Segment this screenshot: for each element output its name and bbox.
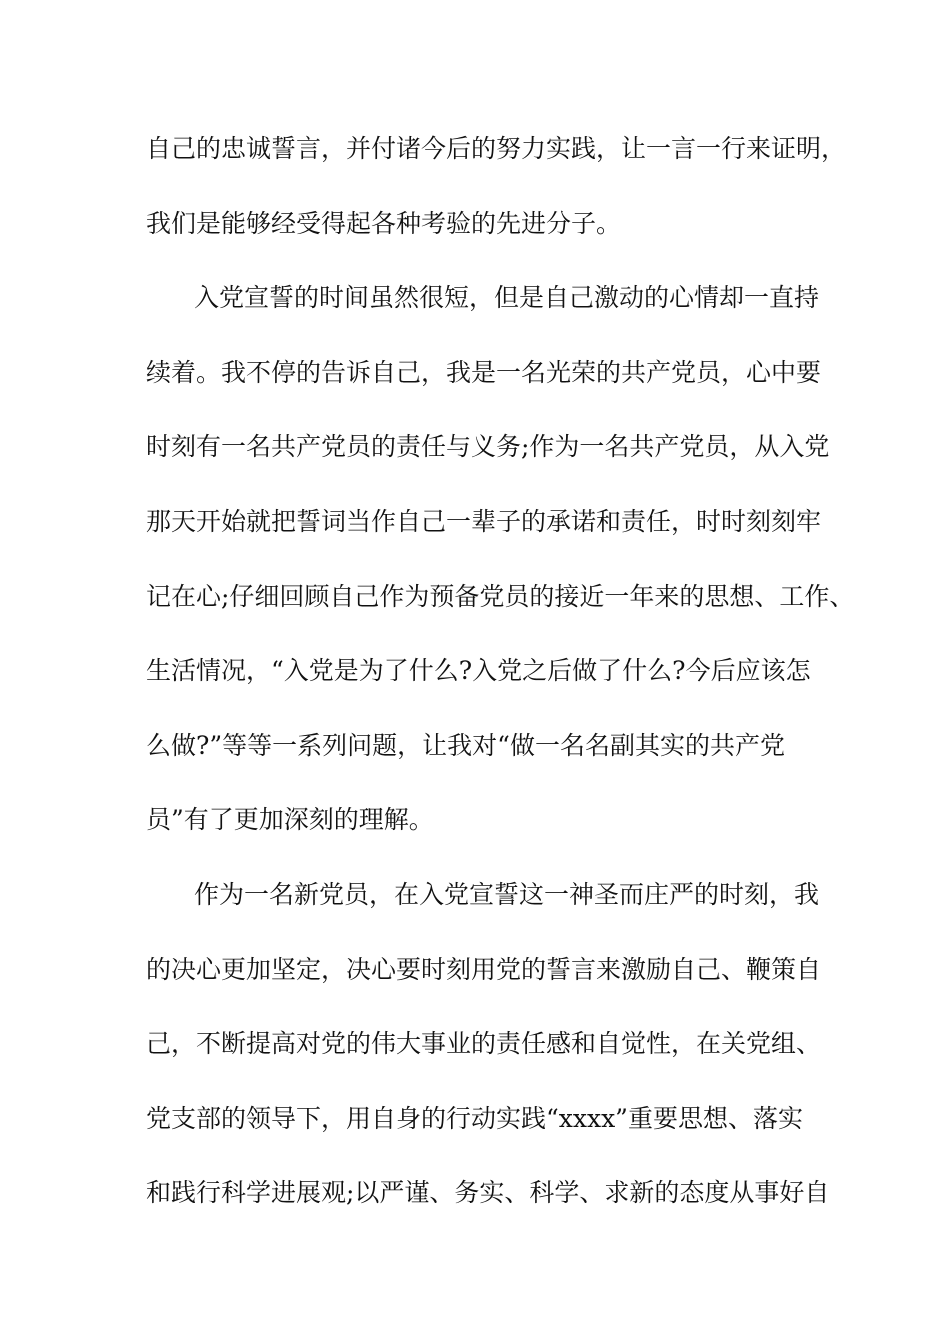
text-line: 我们是能够经受得起各种考验的先进分子。 (146, 208, 622, 238)
text-line: 续着。我不停的告诉自己，我是一名光荣的共产党员，心中要 (146, 357, 822, 387)
text-line: 时刻有一名共产党员的责任与义务;作为一名共产党员，从入党 (146, 432, 830, 462)
text-line: 么做?”等等一系列问题，让我对“做一名名副其实的共产党 (146, 730, 785, 760)
text-line: 的决心更加坚定，决心要时刻用党的誓言来激励自己、鞭策自 (146, 954, 822, 984)
text-line: 记在心;仔细回顾自己作为预备党员的接近一年来的思想、工作、 (146, 581, 855, 611)
paragraph-start-line: 作为一名新党员，在入党宣誓这一神圣而庄严的时刻，我 (194, 879, 820, 909)
text-line: 己，不断提高对党的伟大事业的责任感和自觉性，在关党组、 (146, 1029, 822, 1059)
text-line: 员”有了更加深刻的理解。 (146, 805, 434, 835)
text-line: 和践行科学进展观;以严谨、务实、科学、求新的态度从事好自 (146, 1178, 830, 1208)
text-line: 生活情况，“入党是为了什么?入党之后做了什么?今后应该怎 (146, 656, 811, 686)
paragraph-start-line: 入党宣誓的时间虽然很短，但是自己激动的心情却一直持 (194, 283, 820, 313)
text-line: 那天开始就把誓词当作自己一辈子的承诺和责任，时时刻刻牢 (146, 506, 822, 536)
text-line: 党支部的领导下，用自身的行动实践“xxxx”重要思想、落实 (146, 1103, 803, 1133)
document-body (146, 126, 855, 1245)
text-line: 自己的忠诚誓言，并付诸今后的努力实践，让一言一行来证明， (146, 134, 847, 163)
